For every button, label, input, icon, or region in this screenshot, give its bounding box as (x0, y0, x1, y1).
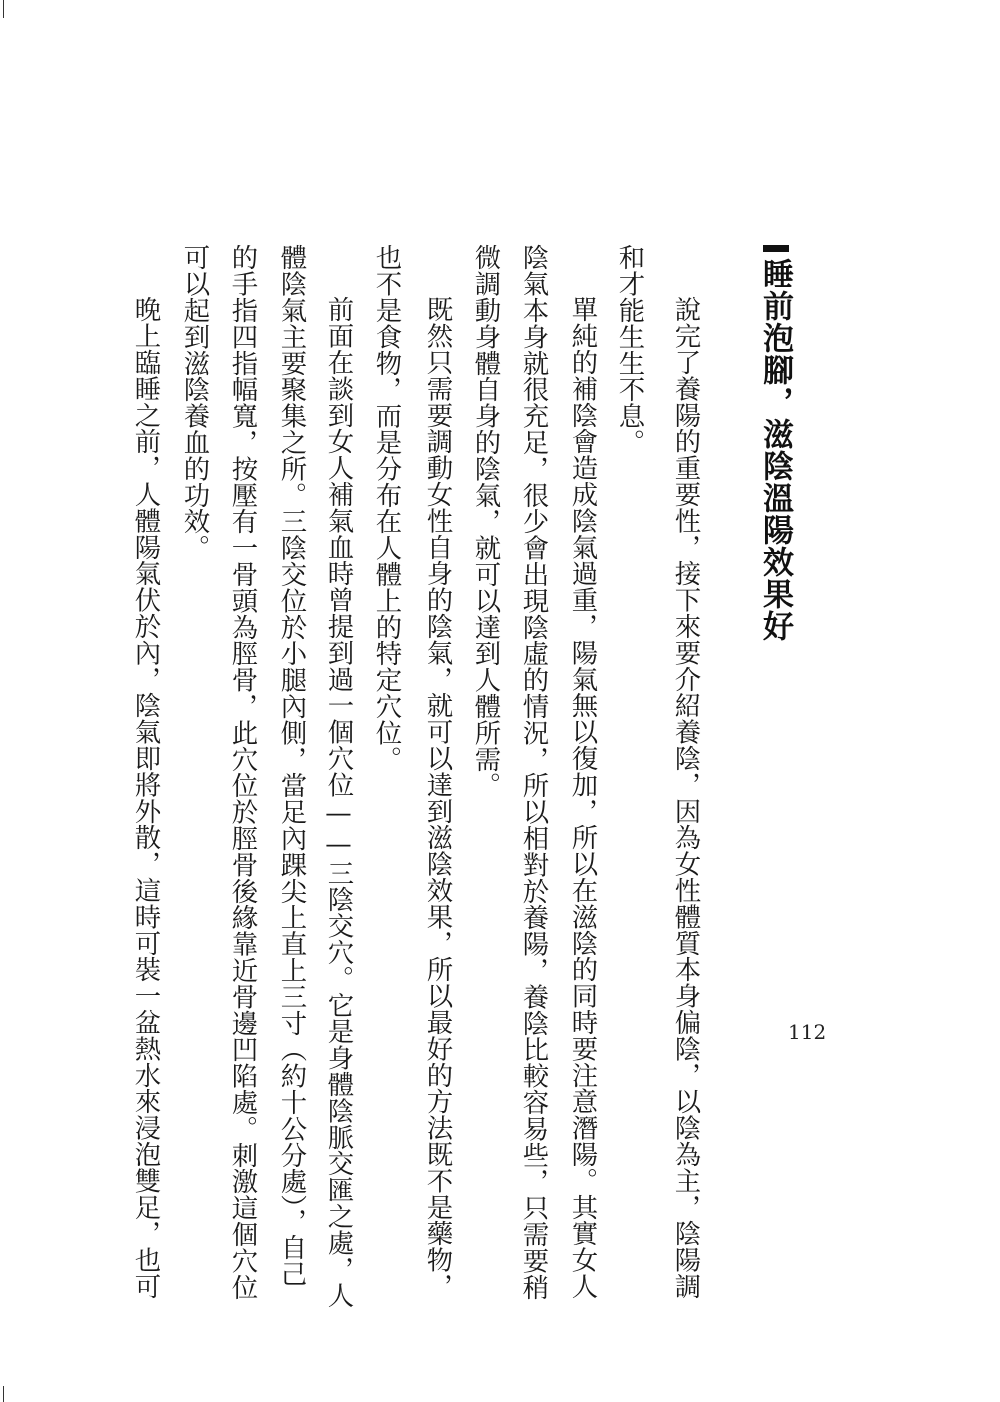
text-column-3: 單純的補陰會造成陰氣過重，陽氣無以復加，所以在滋陰的同時要注意潛陽。其實女人 (567, 296, 598, 1300)
text-column-9: 體陰氣主要聚集之所。三陰交位於小腿內側，當足內踝尖上直上三寸（約十公分處），自己 (276, 244, 307, 1287)
text-column-7: 也不是食物，而是分布在人體上的特定穴位。 (371, 244, 402, 772)
text-column-12: 晚上臨睡之前，人體陽氣伏於內，陰氣即將外散，這時可裝一盆熱水來浸泡雙足，也可 (130, 296, 161, 1300)
section-heading: 睡前泡腳，滋陰溫陽效果好 (757, 258, 793, 642)
text-column-11: 可以起到滋陰養血的功效。 (179, 244, 210, 561)
crop-mark-bottom (3, 1386, 4, 1402)
text-column-2: 和才能生生不息。 (614, 244, 645, 456)
text-column-8: 前面在談到女人補氣血時曾提到過一個穴位——三陰交穴。它是身體陰脈交匯之處，人 (323, 296, 354, 1309)
text-column-4: 陰氣本身就很充足，很少會出現陰虛的情況，所以相對於養陽，養陰比較容易些，只需要稍 (518, 244, 549, 1300)
heading-bar (763, 245, 789, 252)
page-number: 112 (788, 1020, 827, 1044)
text-column-1: 說完了養陽的重要性，接下來要介紹養陰，因為女性體質本身偏陰，以陰為主，陰陽調 (670, 296, 701, 1300)
text-column-5: 微調動身體自身的陰氣，就可以達到人體所需。 (470, 244, 501, 799)
text-column-10: 的手指四指幅寬，按壓有一骨頭為脛骨，此穴位於脛骨後緣靠近骨邊凹陷處。刺激這個穴位 (227, 244, 258, 1300)
text-column-6: 既然只需要調動女性自身的陰氣，就可以達到滋陰效果，所以最好的方法既不是藥物， (422, 296, 453, 1300)
crop-mark-top (3, 0, 4, 18)
